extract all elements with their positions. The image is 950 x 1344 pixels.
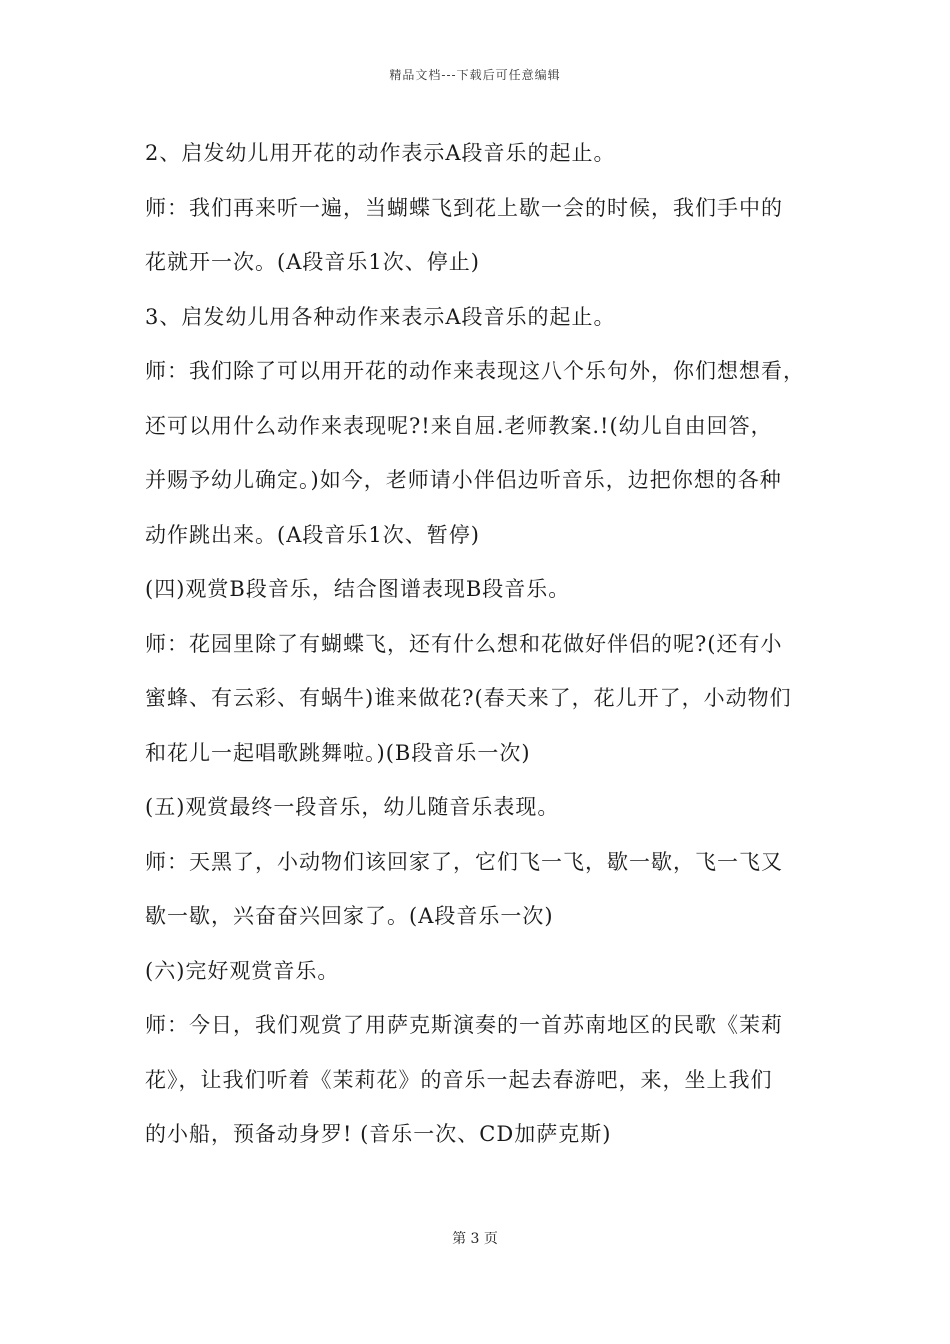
section-heading: (六)完好观赏音乐。: [145, 958, 340, 983]
text-line: 3、启发幼儿用各种动作来表示A段音乐的起止。: [145, 304, 616, 329]
text-line: 花就开一次。(A段音乐1次、停止): [145, 250, 480, 274]
text-line: 师：天黑了，小动物们该回家了，它们飞一飞，歇一歇，飞一飞又: [145, 849, 783, 874]
text-line: 花》，让我们听着《茉莉花》的音乐一起去春游吧，来，坐上我们: [145, 1067, 773, 1092]
text-line: 2、启发幼儿用开花的动作表示A段音乐的起止。: [145, 141, 616, 165]
page-number: 第 3 页: [452, 1231, 498, 1247]
text-line: 师：我们除了可以用开花的动作来表现这八个乐句外，你们想想看，: [145, 359, 805, 383]
text-line: 还可以用什么动作来表现呢?!来自屈.老师教案.!(幼儿自由回答，: [145, 413, 773, 438]
text-line: 动作跳出来。(A段音乐1次、暂停): [145, 522, 480, 547]
text-line: 并赐予幼儿确定。)如今，老师请小伴侣边听音乐，边把你想的各种: [145, 468, 782, 492]
text-line: 师：花园里除了有蝴蝶飞，还有什么想和花做好伴侣的呢?(还有小: [145, 631, 783, 656]
section-heading: (五)观赏最终一段音乐，幼儿随音乐表现。: [145, 795, 560, 819]
text-line: 歇一歇，兴奋奋兴回家了。(A段音乐一次): [145, 904, 554, 928]
text-line: 和花儿一起唱歌跳舞啦。)(B段音乐一次): [145, 740, 531, 765]
text-line: 蜜蜂、有云彩、有蜗牛)谁来做花?(春天来了，花儿开了，小动物们: [145, 686, 792, 710]
text-line: 师：今日，我们观赏了用萨克斯演奏的一首苏南地区的民歌《茉莉: [145, 1013, 783, 1037]
text-line: 的小船，预备动身罗! (音乐一次、CD加萨克斯): [145, 1122, 612, 1146]
section-heading: (四)观赏B段音乐，结合图谱表现B段音乐。: [145, 577, 571, 601]
document-body: [145, 133, 825, 1169]
text-line: 师：我们再来听一遍，当蝴蝶飞到花上歇一会的时候，我们手中的: [145, 195, 783, 220]
page-header: 精品文档---下载后可任意编辑: [389, 68, 561, 82]
